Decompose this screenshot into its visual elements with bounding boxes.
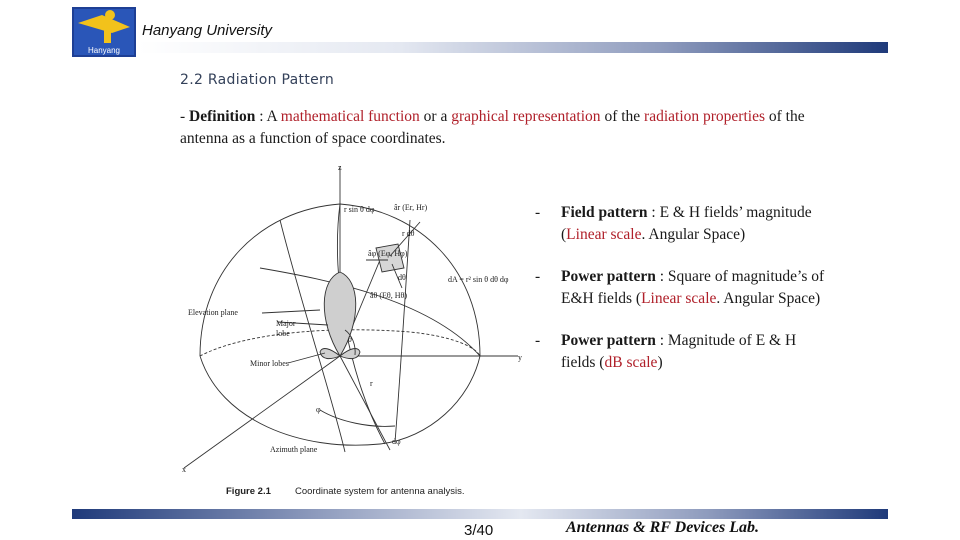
bullet-dash: -	[535, 268, 541, 285]
definition-term: Definition	[189, 108, 256, 125]
bullet-text: : Square of magnitude’s of E&H fields (	[561, 268, 825, 307]
figure-label-r: r	[370, 379, 373, 388]
bullet-text: : E & H fields’ magnitude (	[561, 204, 812, 243]
header-bar	[138, 42, 888, 53]
figure-label-ar: âr (Er, Hr)	[394, 203, 428, 212]
figure-label-r-sin-dphi: r sin θ dφ	[344, 205, 375, 214]
figure-caption-text: Coordinate system for antenna analysis.	[295, 486, 465, 497]
figure-label-r-dtheta: r dθ	[402, 229, 415, 238]
bullet-term: Field pattern	[561, 204, 648, 221]
bullet-term: Power pattern	[561, 268, 656, 285]
definition-highlight-2: graphical representation	[451, 108, 601, 125]
bullet-dash: -	[535, 332, 541, 349]
figure-label-minor: Minor lobes	[250, 359, 289, 368]
bullet-text-end: )	[657, 353, 663, 371]
figure-label-z: z	[338, 163, 342, 172]
definition-text-2: or a	[419, 108, 452, 125]
bullet-highlight: Linear scale	[566, 225, 642, 243]
university-name: Hanyang University	[142, 22, 273, 39]
section-title: 2.2 Radiation Pattern	[180, 72, 335, 88]
bullet-text-end: . Angular Space)	[641, 225, 746, 243]
definition-prefix: -	[180, 108, 190, 125]
definition-text-1: : A	[255, 108, 281, 125]
page-number: 3/40	[464, 522, 494, 539]
figure-label-y: y	[518, 353, 522, 362]
definition-paragraph	[180, 106, 820, 150]
bullet-highlight: Linear scale	[641, 289, 717, 307]
footer-bar	[72, 509, 888, 519]
coordinate-system-figure	[180, 160, 540, 500]
lab-name: Antennas & RF Devices Lab.	[566, 519, 760, 536]
figure-label-dtheta: dθ	[398, 273, 406, 282]
figure-label-phi: φ	[316, 405, 321, 414]
bullet-text: : Magnitude of E & H fields (	[561, 332, 797, 371]
figure-label-atheta: âθ (Eθ, Hθ)	[370, 291, 408, 300]
bullet-power-pattern-linear	[535, 266, 825, 309]
definition-highlight-3: radiation properties	[644, 108, 765, 125]
figure-label-aphi: âφ (Eφ, Hφ)	[368, 249, 408, 258]
figure-label-major-1: Major	[276, 319, 296, 328]
logo-text: Hanyang	[87, 46, 121, 55]
figure-caption-label: Figure 2.1	[226, 486, 271, 497]
bullet-field-pattern	[535, 202, 825, 245]
bullet-power-pattern-db	[535, 330, 825, 373]
figure-label-major-2: lobe	[276, 329, 290, 338]
figure-label-theta: θ	[348, 335, 352, 344]
definition-text-3: of the	[600, 108, 645, 125]
bullet-highlight: dB scale	[604, 353, 658, 371]
figure-label-azimuth: Azimuth plane	[270, 445, 318, 454]
bullet-text-end: . Angular Space)	[716, 289, 821, 307]
bullet-dash: -	[535, 204, 541, 221]
figure-label-dphi: dφ	[392, 437, 401, 446]
figure-label-dA: dA = r² sin θ dθ dφ	[448, 275, 509, 284]
pattern-bullet-list	[535, 202, 825, 394]
bullet-term: Power pattern	[561, 332, 656, 349]
definition-text-4: of the antenna as a function of space coordinates.	[180, 108, 805, 147]
figure-label-elevation: Elevation plane	[188, 308, 238, 317]
figure-label-x: x	[182, 465, 186, 474]
definition-highlight-1: mathematical function	[280, 108, 420, 125]
university-logo	[72, 7, 136, 57]
